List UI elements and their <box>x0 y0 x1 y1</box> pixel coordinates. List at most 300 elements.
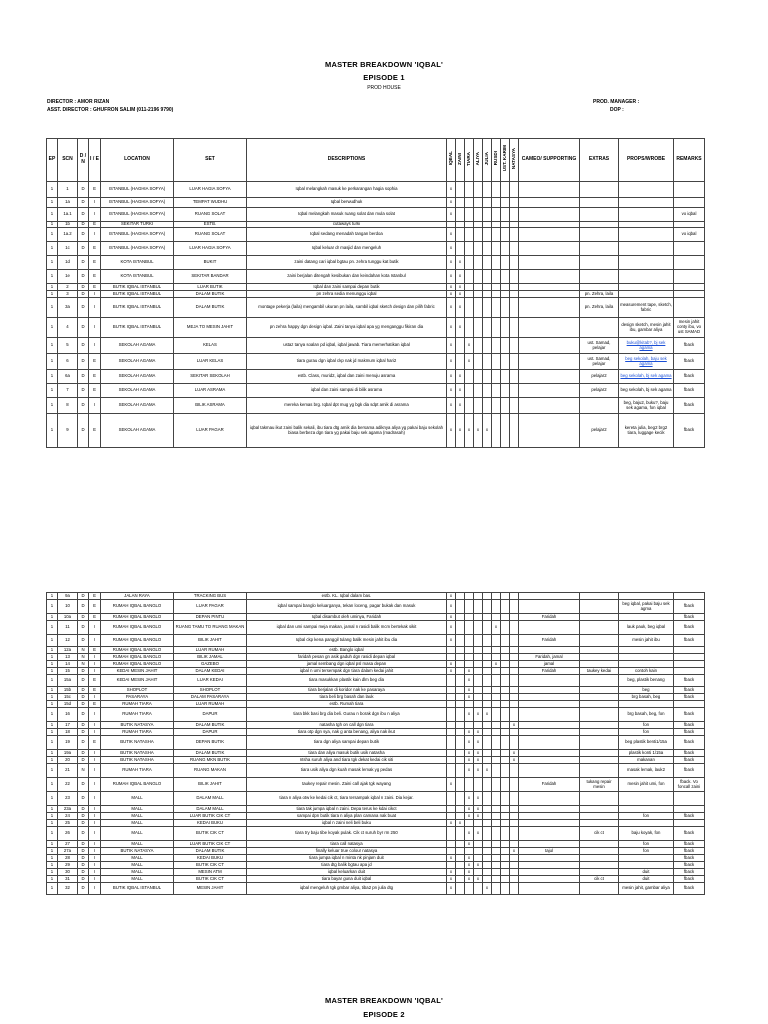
cell-location: SEKOLAH AGAMA <box>101 384 174 398</box>
cell-location: MALL <box>101 827 174 841</box>
cell-scn: 29 <box>58 862 78 869</box>
cell-remarks: fback <box>674 764 705 778</box>
cell-cast-mark <box>465 384 474 398</box>
table-row <box>47 778 705 792</box>
cell-cast-mark <box>474 338 483 354</box>
cell-cast-mark <box>501 614 510 621</box>
cell-location: BUTIK NATASYA <box>101 722 174 729</box>
table-row <box>47 757 705 764</box>
table-row <box>47 338 705 354</box>
cell-props: fon <box>619 729 674 736</box>
cell-remarks: fback <box>674 600 705 614</box>
cell-extras: pn. Zehra, laila <box>580 291 619 298</box>
cell-location: ISTANBUL (HAGHIA SOFYA) <box>101 242 174 256</box>
cell-extras: pelajar2 <box>580 370 619 384</box>
cell-props: kereta julia, beg2 brg2 tiara, luggage kecik <box>619 414 674 448</box>
cell-props: brg basah, beg, fon <box>619 708 674 722</box>
cell-ep: 1 <box>47 256 58 270</box>
cell-cast-mark: x <box>474 757 483 764</box>
cell-cameo <box>519 370 580 384</box>
cell-cast-mark <box>456 806 465 813</box>
cell-cast-mark <box>501 750 510 757</box>
cell-set: DAPUR <box>174 708 247 722</box>
table-row <box>47 694 705 701</box>
cell-dn: D <box>78 848 89 855</box>
document-title: MASTER BREAKDOWN 'IQBAL' <box>325 60 443 69</box>
cell-extras <box>580 806 619 813</box>
cell-extras <box>580 256 619 270</box>
cell-scn: 15b <box>58 687 78 694</box>
cell-remarks: fback <box>674 614 705 621</box>
cell-set: BILIK ASRAMA <box>174 398 247 414</box>
cell-cast-mark: x <box>456 318 465 338</box>
cell-extras <box>580 635 619 647</box>
cell-cast-mark <box>456 876 465 883</box>
cell-ie: E <box>89 384 101 398</box>
cell-extras: ust. Samad, pelajar <box>580 338 619 354</box>
cell-extras <box>580 792 619 806</box>
cell-cast-mark <box>483 848 492 855</box>
cell-cast-mark: x <box>456 414 465 448</box>
cell-cameo: Faridah <box>519 668 580 675</box>
cell-location: KEDAI MESIN JAHIT <box>101 668 174 675</box>
cell-ep: 1 <box>47 869 58 876</box>
cell-scn: 27 <box>58 841 78 848</box>
cell-cast-mark <box>465 701 474 708</box>
cell-extras <box>580 600 619 614</box>
cell-cast-mark <box>474 242 483 256</box>
cell-cast-mark <box>465 778 474 792</box>
cell-location: RUMAH IQBAL BANGLO <box>101 654 174 661</box>
cell-cast-mark <box>483 593 492 600</box>
cell-ie: I <box>89 694 101 701</box>
cell-ep: 1 <box>47 208 58 222</box>
cell-cast-mark <box>501 729 510 736</box>
cell-set: ESTB. <box>174 222 247 228</box>
cell-cast-mark: x <box>483 883 492 895</box>
cell-scn: 7 <box>58 384 78 398</box>
cell-cast-mark <box>510 198 519 208</box>
cell-description: tiara gurau dgn iqbal ckp nak jd makmum iqbal hari2 <box>247 354 447 370</box>
cell-description: iqbal n umi tersempak dgn tiara dalam kedai jahit <box>247 668 447 675</box>
cell-cast-mark <box>447 806 456 813</box>
cell-location: SEKOLAH AGAMA <box>101 414 174 448</box>
cell-cast-mark <box>492 675 501 687</box>
cell-ie: I <box>89 764 101 778</box>
cell-cast-mark <box>501 654 510 661</box>
cell-ie: I <box>89 855 101 862</box>
cell-dn: D <box>78 208 89 222</box>
table-row <box>47 600 705 614</box>
table-row <box>47 593 705 600</box>
cell-cast-mark <box>456 855 465 862</box>
cell-extras <box>580 242 619 256</box>
cell-props <box>619 647 674 654</box>
col-scn: SCN <box>58 139 78 182</box>
cell-cast-mark <box>483 654 492 661</box>
cell-props <box>619 855 674 862</box>
cell-cast-mark: x <box>465 750 474 757</box>
cell-cast-mark <box>483 182 492 198</box>
cell-description: natasha tgh on call dgn tiara <box>247 722 447 729</box>
cell-cast-mark <box>510 291 519 298</box>
cell-ep: 1 <box>47 635 58 647</box>
cell-scn: 5 <box>58 338 78 354</box>
cell-remarks: fback. Vo foncall zaini <box>674 778 705 792</box>
cell-props: brg basah, beg <box>619 694 674 701</box>
cell-ep: 1 <box>47 675 58 687</box>
cell-ie: I <box>89 729 101 736</box>
cell-ie: I <box>89 291 101 298</box>
cell-set: MESIN JAHIT <box>174 883 247 895</box>
cell-dn: N <box>78 661 89 668</box>
cell-extras <box>580 869 619 876</box>
cell-cast-mark <box>456 694 465 701</box>
cell-extras <box>580 654 619 661</box>
cell-cast-mark <box>501 855 510 862</box>
cell-scn: 16 <box>58 708 78 722</box>
cell-ep: 1 <box>47 694 58 701</box>
cell-cast-mark <box>492 198 501 208</box>
cell-cast-mark <box>474 701 483 708</box>
cell-cast-mark: x <box>465 876 474 883</box>
cell-location: MALL <box>101 820 174 827</box>
cell-cast-mark: x <box>510 757 519 764</box>
cell-description: Iqbal melangkah masuk ruang solat dan mula solat <box>247 208 447 222</box>
cell-cast-mark <box>492 792 501 806</box>
cell-cameo <box>519 414 580 448</box>
cell-cast-mark <box>492 354 501 370</box>
cell-cast-mark: x <box>510 848 519 855</box>
cell-props <box>619 701 674 708</box>
cell-cast-mark <box>456 701 465 708</box>
cell-set: LUAR ASRAMA <box>174 384 247 398</box>
cell-cast-mark <box>492 242 501 256</box>
cell-location: BUTIK IQBAL ISTANBUL <box>101 318 174 338</box>
cell-cast-mark <box>474 694 483 701</box>
cell-ie: I <box>89 654 101 661</box>
table-row <box>47 764 705 778</box>
cell-remarks: fback <box>674 722 705 729</box>
cell-cast-mark: x <box>465 338 474 354</box>
cell-ie: I <box>89 883 101 895</box>
cell-dn: D <box>78 222 89 228</box>
cell-ep: 1 <box>47 736 58 750</box>
cell-cameo: jamal <box>519 661 580 668</box>
cell-cast-mark: x <box>474 827 483 841</box>
cell-remarks: mesin jahit conty ibu, vo ust SAMAD <box>674 318 705 338</box>
cell-ep: 1 <box>47 806 58 813</box>
cell-location: RUMAH TIARA <box>101 729 174 736</box>
cell-ie: I <box>89 848 101 855</box>
cell-cast-mark <box>501 687 510 694</box>
prod-house: PROD HOUSE <box>367 85 401 91</box>
col-props: PROPS/WROBE <box>619 139 674 182</box>
cell-cast-mark <box>510 242 519 256</box>
cell-dn: D <box>78 876 89 883</box>
cell-dn: N <box>78 647 89 654</box>
cell-description: Iqbal dan zaini sampai depan butik <box>247 284 447 291</box>
cell-dn: D <box>78 778 89 792</box>
cell-scn: 9 <box>58 414 78 448</box>
cell-props <box>619 208 674 222</box>
cell-cast-mark <box>510 813 519 820</box>
cell-cast-mark <box>510 635 519 647</box>
asst-director-line: ASST. DIRECTOR : GHUFRON SALIM (011-2196 9790) <box>47 107 174 113</box>
cell-cast-mark <box>492 284 501 291</box>
cell-ep: 1 <box>47 862 58 869</box>
cell-dn: D <box>78 869 89 876</box>
cell-description: estb. KL. Iqbal dalam bas. <box>247 593 447 600</box>
cell-cast-mark <box>456 338 465 354</box>
cell-props <box>619 806 674 813</box>
cell-extras <box>580 848 619 855</box>
prod-manager-line: PROD. MANAGER : <box>593 99 640 105</box>
cell-cast-mark <box>492 708 501 722</box>
cell-ep: 1 <box>47 398 58 414</box>
cell-cast-mark <box>474 654 483 661</box>
cell-scn: 15 <box>58 668 78 675</box>
cell-cast-mark <box>510 764 519 778</box>
cell-cast-mark <box>447 708 456 722</box>
table-row <box>47 291 705 298</box>
cell-description: montage pekerja (laila) mengambil ukuran pn laila, sambil iqbal sketch design dan pilih fabric <box>247 298 447 318</box>
cell-cast-mark <box>456 827 465 841</box>
cell-cast-mark <box>447 654 456 661</box>
cell-cast-mark <box>483 806 492 813</box>
cell-ep: 1 <box>47 661 58 668</box>
cell-location: MALL <box>101 813 174 820</box>
cell-remarks: fback <box>674 855 705 862</box>
cell-description: tiara masukkan plastik kain dlm beg dia <box>247 675 447 687</box>
cell-ep: 1 <box>47 883 58 895</box>
cell-location: BUTIK NATASYA <box>101 848 174 855</box>
cell-cast-mark <box>492 600 501 614</box>
cell-ep: 1 <box>47 270 58 284</box>
table-row <box>47 675 705 687</box>
cell-props: beg iqbal, pakai baju sek agma <box>619 600 674 614</box>
cell-dn: D <box>78 621 89 635</box>
cell-location: KOTA ISTANBUL <box>101 256 174 270</box>
cell-extras <box>580 398 619 414</box>
cell-ie: I <box>89 750 101 757</box>
cell-cast-mark <box>510 318 519 338</box>
cell-cast-mark: x <box>474 764 483 778</box>
cell-ie: E <box>89 414 101 448</box>
cell-extras: pn. Zehra, laila <box>580 298 619 318</box>
cell-scn: 28 <box>58 855 78 862</box>
cell-scn: 24 <box>58 813 78 820</box>
cell-set: LUAR KELAS <box>174 354 247 370</box>
cell-cast-mark <box>456 708 465 722</box>
cell-cast-mark <box>501 593 510 600</box>
cell-location: BUTIK NATASHA <box>101 750 174 757</box>
cell-cast-mark: x <box>456 284 465 291</box>
cell-cast-mark <box>456 729 465 736</box>
cell-ie: I <box>89 708 101 722</box>
table-row <box>47 862 705 869</box>
cell-cast-mark <box>483 354 492 370</box>
cell-cast-mark <box>492 298 501 318</box>
cell-dn: D <box>78 668 89 675</box>
cell-remarks <box>674 270 705 284</box>
cell-description: iqbal keluarkan duit <box>247 869 447 876</box>
cell-cast-mark: x <box>465 813 474 820</box>
cell-cast-mark <box>447 722 456 729</box>
table-row <box>47 621 705 635</box>
cell-cameo <box>519 694 580 701</box>
cell-cast-mark <box>510 614 519 621</box>
cell-cast-mark <box>501 621 510 635</box>
cell-dn: D <box>78 398 89 414</box>
cell-cast-mark <box>465 654 474 661</box>
cell-dn: D <box>78 270 89 284</box>
cell-dn: D <box>78 729 89 736</box>
cell-dn: D <box>78 841 89 848</box>
cell-cast-mark <box>510 841 519 848</box>
cell-description: tiara call natasya <box>247 841 447 848</box>
cell-cast-mark: x <box>447 855 456 862</box>
cell-cast-mark <box>474 182 483 198</box>
cell-remarks <box>674 668 705 675</box>
cell-set: BILIK JAHIT <box>174 635 247 647</box>
cell-description: sampai dpn butik tiara n aliya plan camana nak buat <box>247 813 447 820</box>
episode1-part2-table <box>46 592 705 895</box>
cell-remarks <box>674 256 705 270</box>
cell-dn: D <box>78 750 89 757</box>
cell-ep: 1 <box>47 701 58 708</box>
cell-extras: taukey kedai <box>580 668 619 675</box>
cell-cast-mark <box>510 883 519 895</box>
cell-cameo <box>519 198 580 208</box>
cell-location: MALL <box>101 806 174 813</box>
cell-cast-mark <box>501 198 510 208</box>
cell-cast-mark <box>456 750 465 757</box>
cell-cast-mark <box>474 593 483 600</box>
cell-cast-mark <box>501 291 510 298</box>
cell-cast-mark <box>474 270 483 284</box>
table-row <box>47 370 705 384</box>
episode-title: EPISODE 1 <box>363 73 405 82</box>
cell-dn: D <box>78 736 89 750</box>
cell-cast-mark <box>492 855 501 862</box>
cell-props <box>619 228 674 242</box>
cell-cast-mark <box>447 750 456 757</box>
cell-cast-mark <box>510 600 519 614</box>
cell-remarks: fback <box>674 729 705 736</box>
cell-location: SEKITAR TURKI <box>101 222 174 228</box>
cell-cast-mark <box>492 256 501 270</box>
cell-cast-mark <box>510 284 519 291</box>
cell-cast-mark <box>501 757 510 764</box>
cell-cameo <box>519 242 580 256</box>
cell-cast-mark <box>456 778 465 792</box>
col-cast-natasya: NATASYA <box>510 139 519 182</box>
cell-cast-mark <box>456 687 465 694</box>
cell-ep: 1 <box>47 841 58 848</box>
cell-cast-mark <box>501 736 510 750</box>
table-row <box>47 614 705 621</box>
cell-description: zaini berjalan ditengah kesibukan dan keindahan kota Istanbul <box>247 270 447 284</box>
cell-cast-mark <box>492 182 501 198</box>
cell-dn: D <box>78 687 89 694</box>
cell-cast-mark <box>510 384 519 398</box>
cell-scn: 32 <box>58 883 78 895</box>
cell-cast-mark <box>501 722 510 729</box>
cell-cast-mark <box>447 841 456 848</box>
cell-scn: 1d <box>58 256 78 270</box>
cell-props: beg, baju2, buku?, baju sek agama, fon iqbal <box>619 398 674 414</box>
cell-set: LUAR RUMAH <box>174 647 247 654</box>
cell-remarks <box>674 284 705 291</box>
cell-dn: D <box>78 806 89 813</box>
cell-ie: I <box>89 228 101 242</box>
cell-ep: 1 <box>47 757 58 764</box>
cell-cast-mark <box>510 208 519 222</box>
cell-ep: 1 <box>47 778 58 792</box>
cell-description: Iqbal ckp kena panggil tulang balik mesin jahit ibu dia <box>247 635 447 647</box>
cell-cameo <box>519 750 580 757</box>
cell-cast-mark <box>474 675 483 687</box>
cell-ep: 1 <box>47 228 58 242</box>
cell-cast-mark: x <box>483 764 492 778</box>
cell-cast-mark: x <box>474 862 483 869</box>
cell-cast-mark <box>483 298 492 318</box>
cell-remarks <box>674 654 705 661</box>
cell-cast-mark <box>456 647 465 654</box>
cell-cast-mark <box>447 757 456 764</box>
cell-dn: D <box>78 384 89 398</box>
cell-cast-mark <box>492 291 501 298</box>
cell-cameo <box>519 687 580 694</box>
cell-cameo <box>519 593 580 600</box>
cell-cast-mark: x <box>447 370 456 384</box>
cell-set: RUANG MKN BUTIK <box>174 757 247 764</box>
cell-cameo <box>519 318 580 338</box>
cell-cast-mark <box>474 291 483 298</box>
cell-cast-mark <box>510 778 519 792</box>
cell-set: RUANG SOLAT <box>174 208 247 222</box>
cell-cameo <box>519 600 580 614</box>
col-cast-rusdi: RUSDI <box>492 139 501 182</box>
table-row <box>47 722 705 729</box>
cell-cameo <box>519 228 580 242</box>
cell-cast-mark <box>465 370 474 384</box>
table-row <box>47 654 705 661</box>
cell-cameo <box>519 736 580 750</box>
cell-ep: 1 <box>47 298 58 318</box>
cell-description: cutaways turki <box>247 222 447 228</box>
cell-cast-mark: x <box>465 354 474 370</box>
cell-ep: 1 <box>47 384 58 398</box>
cell-props: baju koyak, fon <box>619 827 674 841</box>
cell-cast-mark <box>456 208 465 222</box>
cell-cast-mark <box>465 647 474 654</box>
cell-cast-mark <box>501 398 510 414</box>
cell-cast-mark: x <box>447 228 456 242</box>
cell-cameo <box>519 384 580 398</box>
cell-ep: 1 <box>47 729 58 736</box>
cell-ep: 1 <box>47 647 58 654</box>
cell-scn: 6 <box>58 354 78 370</box>
cell-remarks <box>674 242 705 256</box>
cell-cameo <box>519 876 580 883</box>
cell-ie: E <box>89 270 101 284</box>
cell-cast-mark <box>474 614 483 621</box>
cell-cast-mark <box>447 764 456 778</box>
cell-cast-mark <box>465 242 474 256</box>
cell-ie: I <box>89 318 101 338</box>
